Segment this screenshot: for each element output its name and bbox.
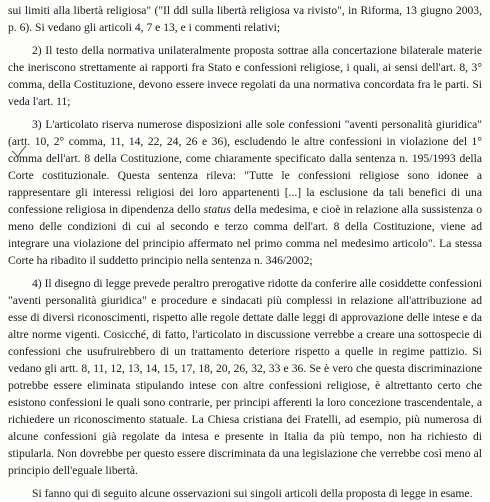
italic-term-status: status bbox=[203, 203, 231, 216]
paragraph-point-3-text-start: 3) L'articolato riserva numerose disposizioni alle sole confessioni "aventi personalità giuridica" (artt. 10, 2° comma, 11, 14, 22, 24, 26 e 36), escludendo le altre confessioni in violazione del 1° comma dell'art. 8 della Costituzione, come chiaramente specificato dalla sentenza n. 195/1993 della Corte costituzionale. Questa sentenza rileva: "Tutte le confessioni religiose sono idonee a rappresentare gli interessi religiosi dei loro appartenenti [...] la esclusione da tali benefici di una confessione religiosa in dipendenza dello bbox=[8, 118, 482, 216]
paragraph-closing: Si fanno qui di seguito alcune osservazioni sui singoli articoli della proposta di legge in esame. bbox=[32, 487, 473, 500]
paragraph-point-3 bbox=[8, 116, 482, 269]
paragraph-point-4: 4) Il disegno di legge prevede peraltro prerogative ridotte da conferire alle cosiddette confessioni "aventi personalità giuridica" e procedure e sindacati più complessi in relazione all'attribuzione ad esse di diversi riconoscimenti, rispetto alle regole dettate dalle leggi di approvazione delle intese e da altre norme vigenti. Cosicché, di fatto, l'articolato in discussione verrebbe a creare una sottospecie di confessioni che usufruirebbero di un trattamento deteriore rispetto a quelle in regime pattizio. Si vedano gli artt. 8, 11, 12, 13, 14, 15, 17, 18, 20, 26, 32, 33 e 36. Se è vero che questa discriminazione potrebbe essere eliminata stipulando intese con altre confessioni religiose, è altrettanto certo che esistono confessioni le quali sono contrarie, per principi afferenti la loro concezione trascendentale, a richiedere un riconoscimento statuale. La Chiesa cristiana dei Fratelli, ad esempio, più numerosa di alcune confessioni già regolate da intesa e presente in Italia da più tempo, non ha richiesto di stipularla. Non dovrebbe per questo essere discriminata da una legislazione che verrebbe così meno al principio dell'eguale libertà. bbox=[8, 277, 482, 477]
paragraph-intro-continuation: sui limiti alla libertà religiosa" ("Il ddl sulla libertà religiosa va rivisto", in Riforma, 13 giugno 2003, p. 6). Si vedano gli articoli 4, 7 e 13, e i commenti relativi; bbox=[8, 4, 482, 34]
paragraph-point-2: 2) Il testo della normativa unilateralmente proposta sottrae alla concertazione bilaterale materie che ineriscono strettamente ai rapporti fra Stato e confessioni religiose, i quali, ai sensi dell'art. 8, 3° comma, della Costituzione, devono essere invece regolati da una normativa concordata fra le parti. Si veda l'art. 11; bbox=[8, 44, 482, 108]
paragraph-point-3-text-end: della medesima, e cioè in relazione alla sussistenza o meno delle condizioni di cui al secondo e terzo comma dell'art. 8 della Costituzione, viene ad integrare una violazione del principio affermato nel primo comma nel medesimo articolo". La stessa Corte ha ribadito il suddetto principio nella sentenza n. 346/2002; bbox=[8, 203, 483, 267]
